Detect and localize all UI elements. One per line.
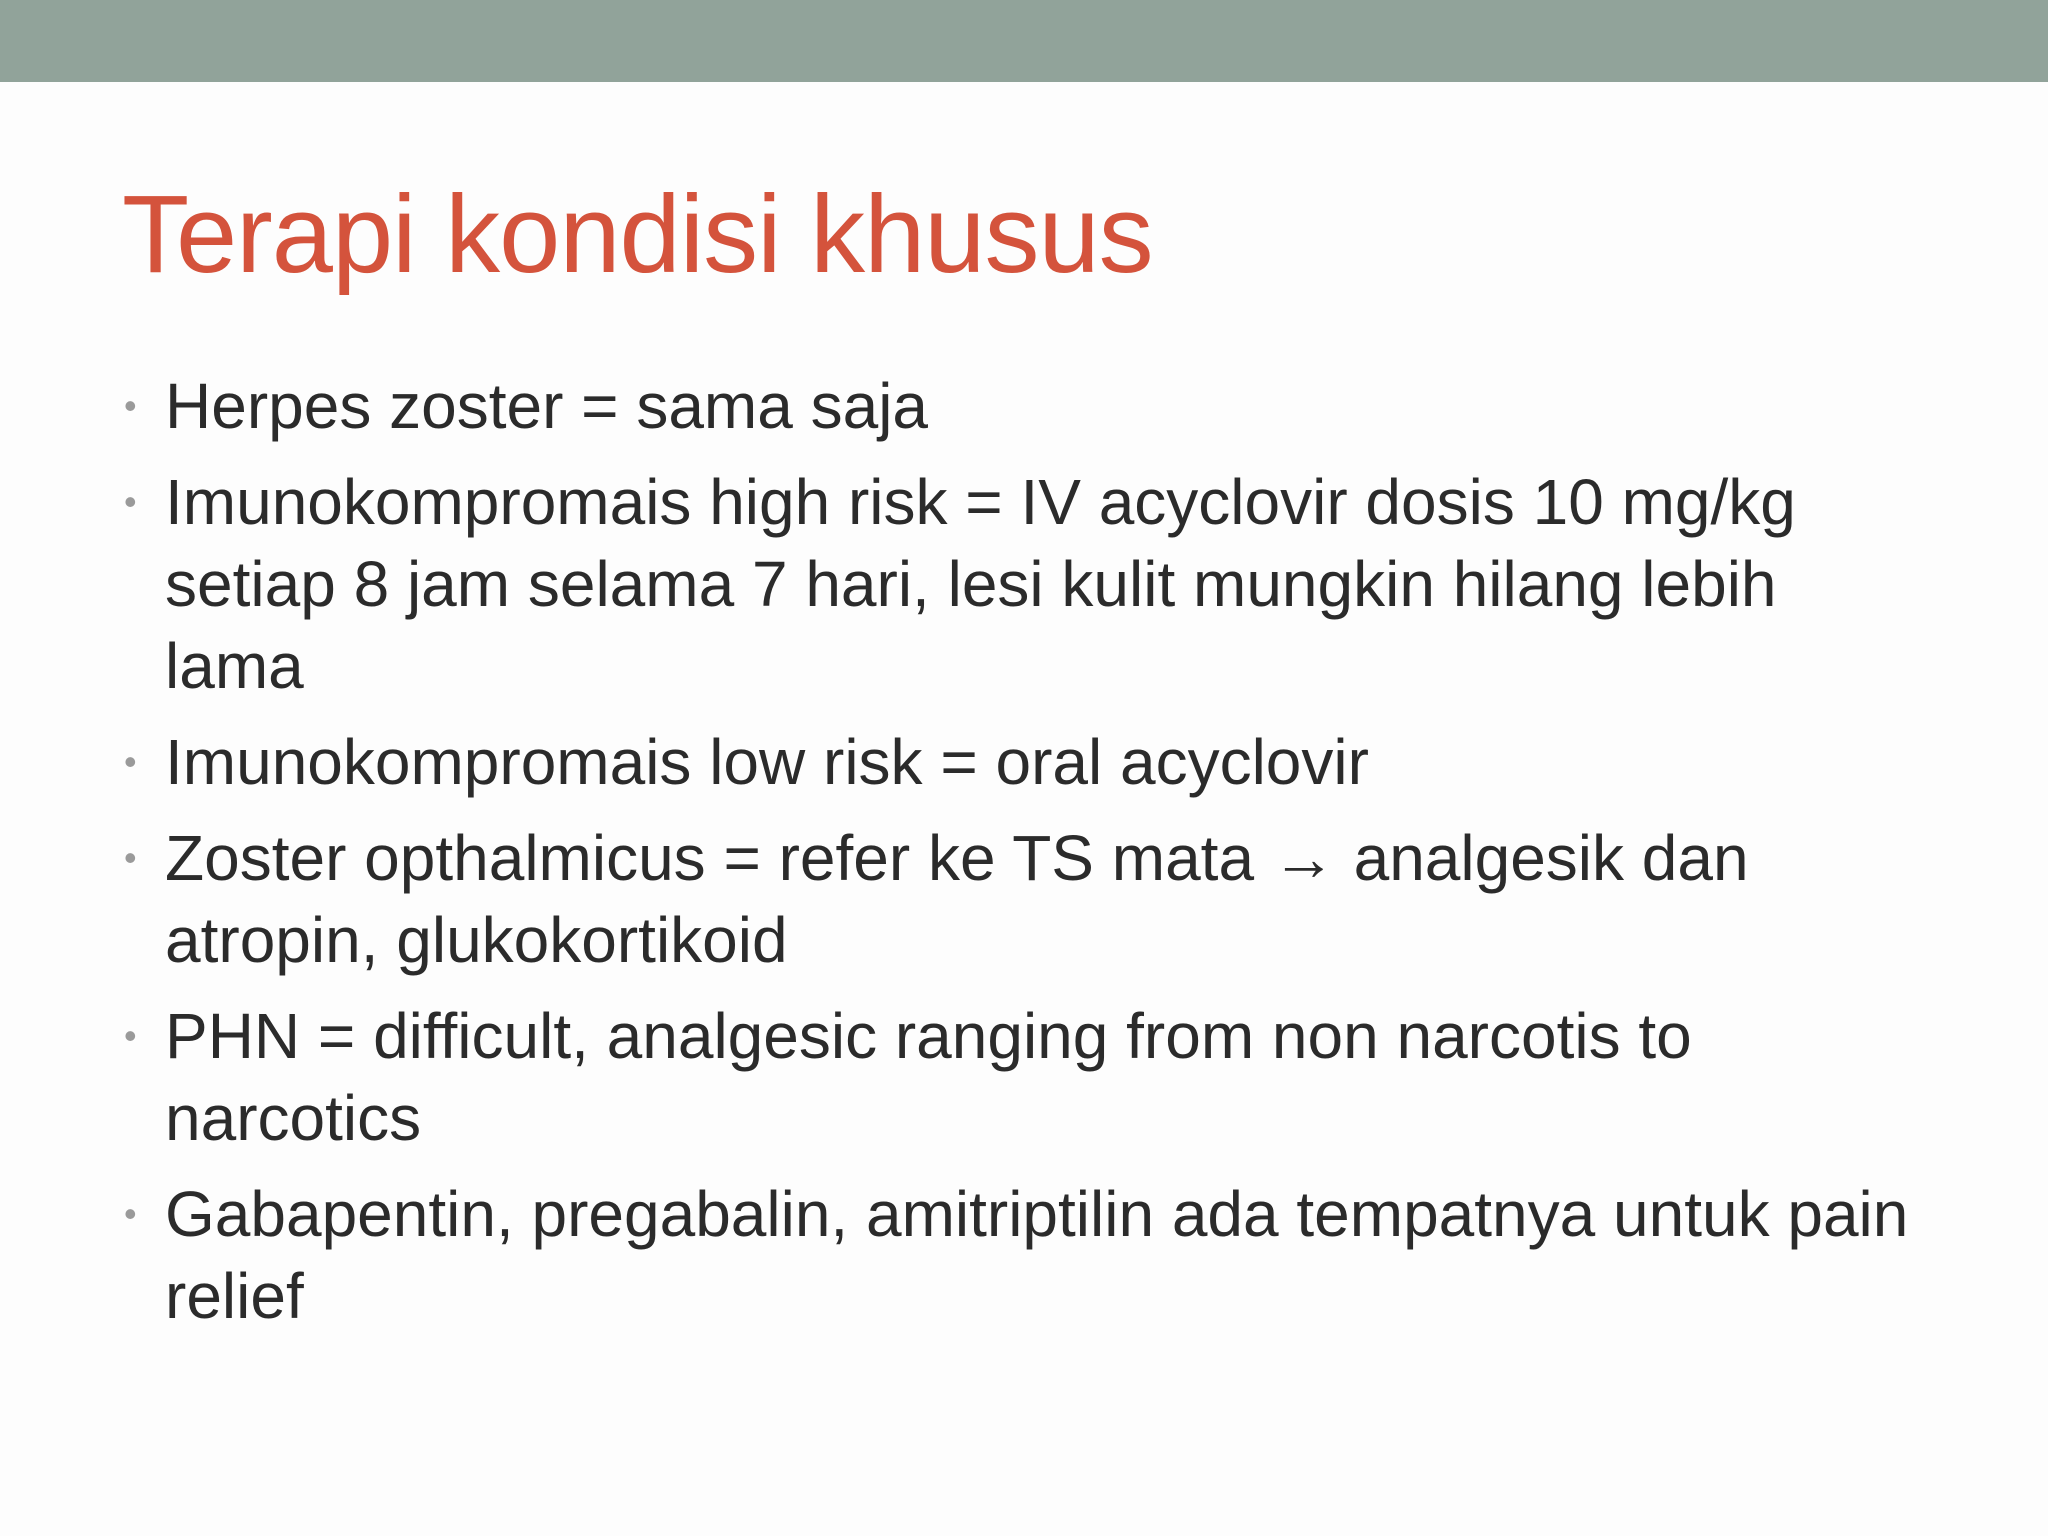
bullet-item — [122, 995, 1922, 1159]
bullet-icon: • — [124, 837, 137, 878]
bullet-icon: • — [124, 741, 137, 782]
bullet-text: Herpes zoster = sama saja — [165, 370, 928, 442]
bullet-icon: • — [124, 1015, 137, 1056]
bullet-list — [122, 365, 1922, 1351]
bullet-text: Imunokompromais low risk = oral acyclovir — [165, 726, 1369, 798]
bullet-item — [122, 1173, 1922, 1337]
top-accent-bar — [0, 0, 2048, 82]
bullet-item — [122, 721, 1922, 803]
bullet-text: PHN = difficult, analgesic ranging from non narcotis to narcotics — [165, 1000, 1692, 1154]
bullet-item — [122, 817, 1922, 981]
bullet-icon: • — [124, 481, 137, 522]
bullet-item — [122, 365, 1922, 447]
bullet-text: Zoster opthalmicus = refer ke TS mata → analgesik dan atropin, glukokortikoid — [165, 822, 1749, 976]
slide-title: Terapi kondisi khusus — [122, 173, 1153, 296]
bullet-text: Imunokompromais high risk = IV acyclovir dosis 10 mg/kg setiap 8 jam selama 7 hari, lesi kulit mungkin hilang lebih lama — [165, 466, 1796, 702]
bullet-icon: • — [124, 1193, 137, 1234]
bullet-text: Gabapentin, pregabalin, amitriptilin ada tempatnya untuk pain relief — [165, 1178, 1909, 1332]
bullet-item — [122, 461, 1922, 707]
bullet-icon: • — [124, 385, 137, 426]
